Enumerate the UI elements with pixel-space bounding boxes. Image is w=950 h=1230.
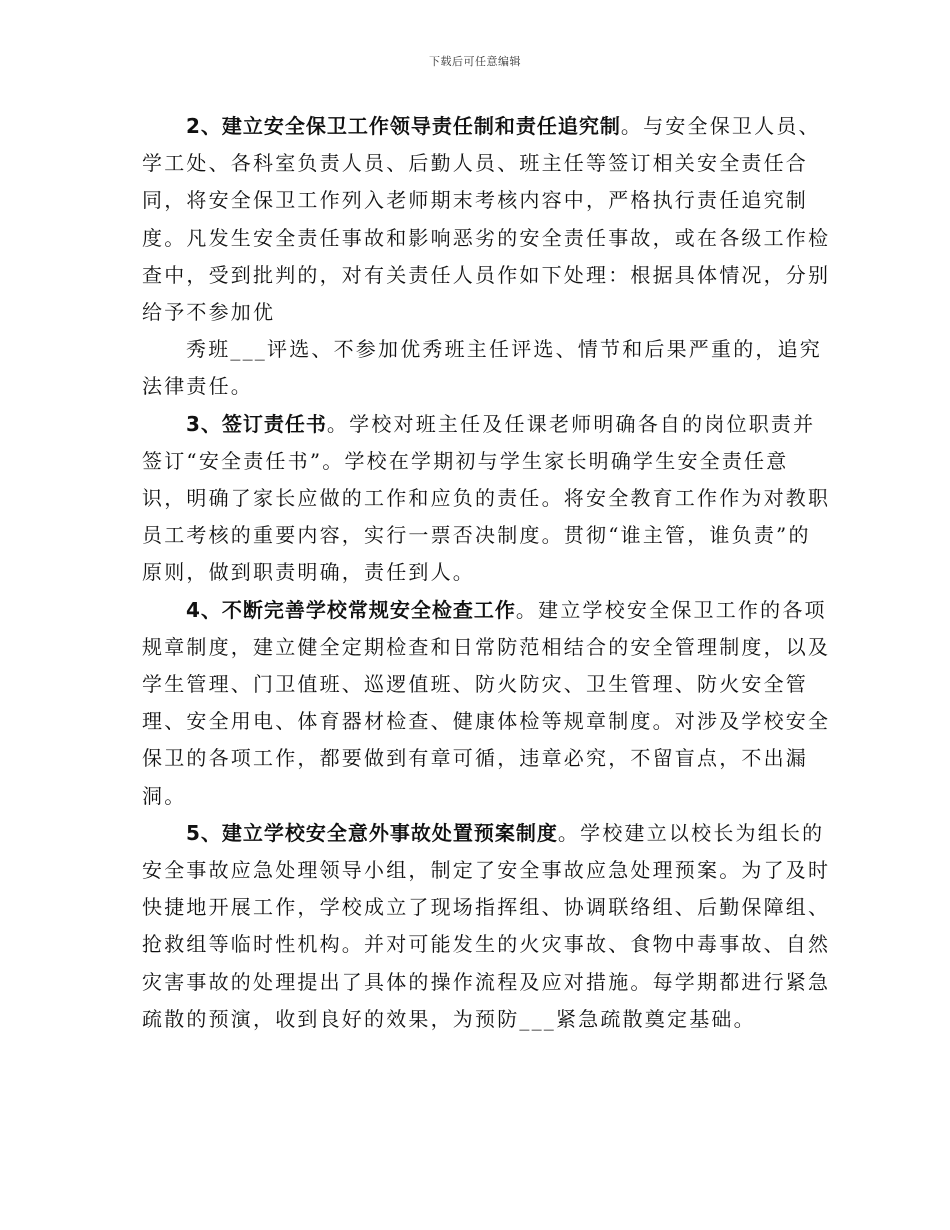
paragraph-heading: 2、建立安全保卫工作领导责任制和责任追究制 xyxy=(186,114,621,138)
paragraph-4 xyxy=(142,592,832,815)
paragraph-text: 。与安全保卫人员、学工处、各科室负责人员、后勤人员、班主任等签订相关安全责任合同，将安全保卫工作列入老师期末考核内容中，严格执行责任追究制度。凡发生安全责任事故和影响恶劣的安全责任事故，或在各级工作检查中，受到批判的，对有关责任人员作如下处理：根据具体情况，分别给予不参加优 xyxy=(142,114,831,325)
paragraph-2 xyxy=(142,108,832,331)
paragraph-heading: 3、签订责任书 xyxy=(186,411,327,436)
paragraph-5 xyxy=(142,815,832,1038)
paragraph-heading: 4、不断完善学校常规安全检查工作 xyxy=(186,597,516,622)
paragraph-text: 。建立学校安全保卫工作的各项规章制度，建立健全定期检查和日常防范相结合的安全管理制度，以及学生管理、门卫值班、巡逻值班、防火防灾、卫生管理、防火安全管理、安全用电、体育器材检查、健康体检等规章制度。对涉及学校安全保卫的各项工作，都要做到有章可循，违章必究，不留盲点，不出漏洞。 xyxy=(142,597,831,808)
paragraph-3 xyxy=(142,406,832,592)
page-header: 下载后可任意编辑 xyxy=(429,55,521,68)
paragraph-text: 秀班___评选、不参加优秀班主任评选、情节和后果严重的，追究法律责任。 xyxy=(142,337,822,399)
paragraph-text: 。学校建立以校长为组长的安全事故应急处理领导小组，制定了安全事故应急处理预案。为了及时快捷地开展工作，学校成立了现场指挥组、协调联络组、后勤保障组、抢救组等临时性机构。并对可能发生的火灾事故、食物中毒事故、自然灾害事故的处理提出了具体的操作流程及应对措施。每学期都进行紧急疏散的预演，收到良好的效果，为预防___紧急疏散奠定基础。 xyxy=(142,820,831,1031)
paragraph-continuation xyxy=(142,331,832,405)
document-body xyxy=(142,108,832,1038)
paragraph-text: 。学校对班主任及任课老师明确各自的岗位职责并签订“安全责任书”。学校在学期初与学生家长明确学生安全责任意识，明确了家长应做的工作和应负的责任。将安全教育工作作为对教职员工考核的重要内容，实行一票否决制度。贯彻“谁主管，谁负责”的原则，做到职责明确，责任到人。 xyxy=(142,411,831,585)
paragraph-heading: 5、建立学校安全意外事故处置预案制度 xyxy=(186,820,558,845)
